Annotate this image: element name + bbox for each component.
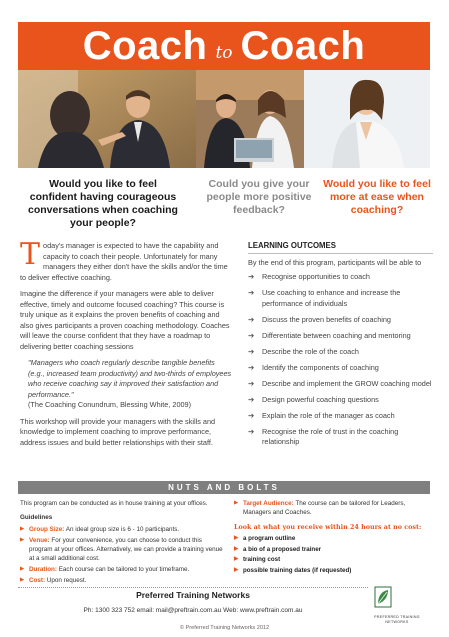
arrow-bullet-icon: ➔	[248, 346, 255, 356]
learning-outcomes-intro: By the end of this program, participants will be able to	[248, 258, 422, 267]
target-audience-item	[234, 499, 434, 517]
question-at-ease: Would you like to feel more at ease when coaching?	[323, 178, 431, 216]
drop-cap: T	[20, 237, 41, 272]
outcome-item	[248, 315, 433, 326]
logo-text-2: NETWORKS	[385, 619, 409, 624]
triangle-bullet-icon: ▶	[234, 566, 239, 573]
outcome-text: Design powerful coaching questions	[262, 394, 379, 404]
arrow-bullet-icon: ➔	[248, 394, 255, 404]
footer-divider	[18, 587, 368, 588]
research-quote	[20, 358, 232, 411]
receive-list	[234, 534, 434, 575]
arrow-bullet-icon: ➔	[248, 378, 255, 388]
quote-text: "Managers who coach regularly describe tangible benefits (e.g., increased team productivity) and two-thirds of employees who receive coaching say it improved their satisfaction and performance."	[28, 358, 232, 399]
guideline-item	[20, 576, 225, 585]
outcome-text: Explain the role of the manager as coach	[262, 410, 395, 420]
guideline-item	[20, 525, 225, 534]
outcome-text: Differentiate between coaching and mentoring	[262, 330, 411, 340]
guideline-text: Upon request.	[45, 577, 87, 584]
arrow-bullet-icon: ➔	[248, 362, 255, 372]
outcome-item	[248, 411, 433, 422]
photo-smiling-woman	[304, 70, 430, 168]
company-name: Preferred Training Networks	[136, 590, 250, 600]
intro-paragraph-1-text: oday's manager is expected to have the capability and capacity to coach their people. Unfortunately for many managers they either don't have the skills and/or the time to deliver effective coaching.	[20, 241, 228, 282]
outcome-text: Recognise the role of trust in the coaching relationship	[262, 426, 399, 446]
guideline-item	[20, 565, 225, 574]
arrow-bullet-icon: ➔	[248, 330, 255, 340]
outcome-item	[248, 347, 433, 358]
triangle-bullet-icon: ▶	[20, 537, 25, 543]
triangle-bullet-icon: ▶	[20, 577, 25, 583]
title-banner	[18, 22, 430, 70]
intro-paragraph-3: This workshop will provide your managers with the skills and knowledge to implement coaching to improve performance, address issues and build better relationships with their staff.	[20, 416, 216, 447]
triangle-bullet-icon: ▶	[234, 556, 239, 562]
outcome-text: Describe and implement the GROW coaching model	[262, 378, 432, 388]
guideline-key: Cost:	[29, 577, 46, 584]
target-audience-key: Target Audience:	[243, 500, 294, 507]
arrow-bullet-icon: ➔	[248, 314, 255, 324]
outcome-list	[248, 272, 433, 448]
outcome-item	[248, 363, 433, 374]
triangle-bullet-icon: ▶	[234, 500, 239, 506]
question-positive-feedback: Could you give your people more positive feedback?	[206, 178, 312, 216]
guideline-text: Each course can be tailored to your timeframe.	[56, 566, 190, 573]
receive-item	[234, 545, 434, 554]
guideline-key: Venue:	[29, 537, 50, 544]
outcome-text: Recognise opportunities to coach	[262, 272, 370, 281]
receive-details	[234, 499, 434, 576]
receive-text: a bio of a proposed trainer	[243, 545, 322, 553]
title-word-coach-2: Coach	[240, 23, 366, 68]
outcome-text: Use coaching to enhance and increase the performance of individuals	[262, 288, 401, 308]
guideline-text: An ideal group size is 6 - 10 participants.	[64, 526, 180, 533]
inhouse-text: This program can be conducted as in house training at your offices.	[20, 500, 208, 507]
target-audience-text: The course can be tailored for Leaders, Managers and Coaches.	[243, 500, 406, 516]
arrow-bullet-icon: ➔	[248, 272, 255, 281]
intro-column	[20, 237, 232, 454]
receive-item	[234, 566, 434, 575]
look-at-heading: Look at what you receive within 24 hours at no cost:	[234, 523, 422, 531]
nuts-and-bolts-bar: NUTS AND BOLTS	[18, 481, 430, 494]
contact-line: Ph: 1300 323 752 email: mail@preftrain.com.au Web: www.preftrain.com.au	[83, 607, 303, 614]
outcome-text: Describe the role of the coach	[262, 346, 359, 356]
receive-text: training cost	[243, 556, 281, 563]
arrow-bullet-icon: ➔	[248, 410, 255, 420]
receive-item	[234, 555, 434, 564]
question-confident-conversations: Would you like to feel confident having courageous conversations when coaching your people?	[28, 178, 178, 229]
receive-text: possible training dates (if requested)	[243, 566, 352, 574]
logo-text-1: PREFERRED TRAINING	[374, 615, 420, 619]
triangle-bullet-icon: ▶	[234, 545, 239, 552]
outcome-text: Identify the components of coaching	[262, 362, 379, 372]
intro-paragraph-1	[20, 237, 232, 283]
photo-strip	[18, 70, 430, 168]
guideline-list	[20, 525, 225, 585]
learning-outcomes-heading: LEARNING OUTCOMES	[248, 241, 433, 254]
triangle-bullet-icon: ▶	[20, 526, 25, 532]
arrow-bullet-icon: ➔	[248, 288, 255, 297]
title-word-coach-1: Coach	[82, 23, 208, 68]
outcome-item	[248, 288, 433, 309]
photo-coaching-meeting	[18, 70, 196, 168]
arrow-bullet-icon: ➔	[248, 426, 255, 436]
guideline-key: Duration:	[29, 566, 57, 573]
guideline-item	[20, 536, 225, 563]
outcome-item	[248, 331, 433, 342]
outcome-item	[248, 272, 433, 283]
program-details	[20, 499, 225, 587]
triangle-bullet-icon: ▶	[234, 535, 239, 541]
guideline-text: For your convenience, you can choose to conduct this program at your offices. Alternatively, we can provide a training venue at a small additional cost.	[29, 537, 223, 562]
receive-text: a program outline	[243, 535, 296, 542]
copyright: © Preferred Training Networks 2012	[179, 625, 270, 631]
outcome-item	[248, 395, 433, 406]
receive-item	[234, 534, 434, 543]
outcome-item	[248, 427, 433, 448]
ptn-logo	[374, 586, 420, 624]
outcome-item	[248, 379, 433, 390]
intro-paragraph-2: Imagine the difference if your managers were able to deliver effective, timely and outcome focused coaching? This course is truly unique as it explains the proven benefits of coaching and also gives participants a proven coaching methodology. Coaches will leave the course confident that they have a roadmap to delivering better coaching sessions	[20, 289, 230, 351]
guideline-key: Group Size:	[29, 526, 65, 533]
quote-source: (The Coaching Conundrum, Blessing White, 2009)	[28, 400, 192, 409]
guidelines-heading: Guidelines	[20, 514, 53, 521]
photo-laptop-team	[196, 70, 304, 168]
title-word-to: to	[215, 43, 233, 63]
triangle-bullet-icon: ▶	[20, 566, 25, 572]
learning-outcomes	[248, 241, 433, 453]
leaf-logo-icon	[374, 586, 392, 610]
outcome-text: Discuss the proven benefits of coaching	[262, 314, 391, 324]
